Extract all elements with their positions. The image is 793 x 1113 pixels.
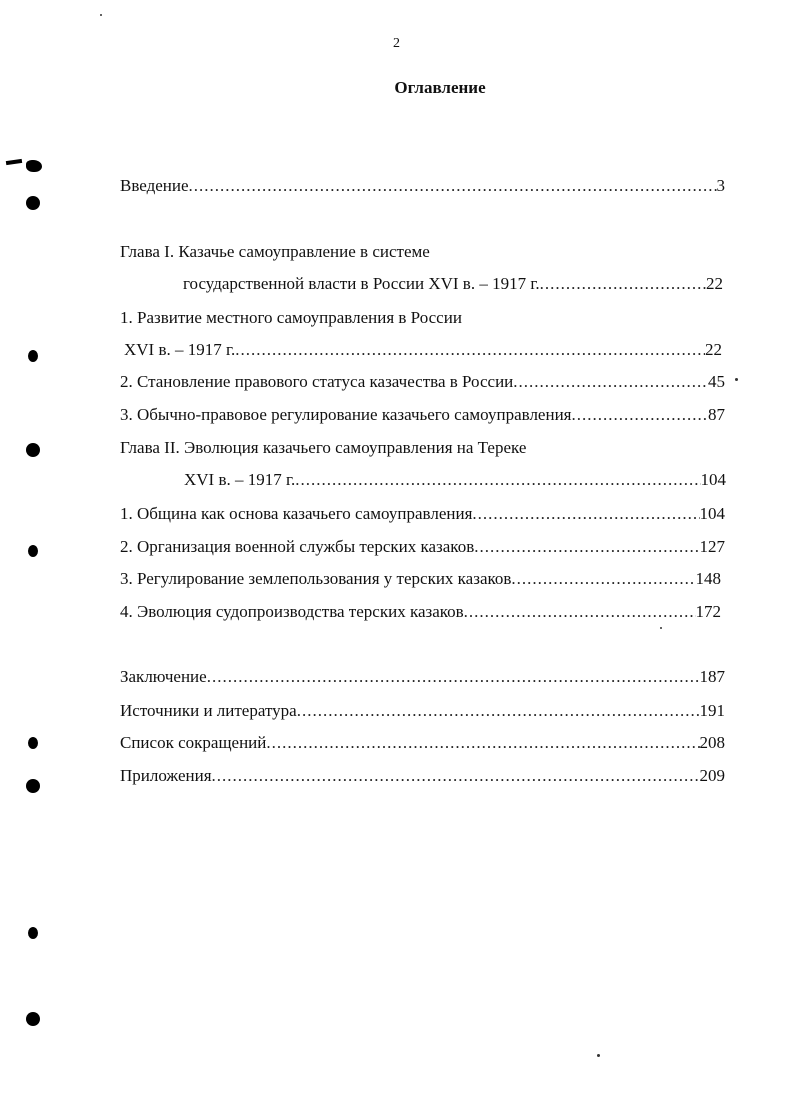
dot-leader — [189, 174, 717, 198]
toc-chapter-1-title[interactable]: Глава I. Казачье самоуправление в системе — [120, 242, 430, 261]
toc-section-1-1-cont[interactable] — [124, 338, 722, 362]
toc-entry-title: Список сокращений — [120, 733, 267, 752]
toc-entry-title: XVI в. – 1917 г. — [124, 340, 236, 359]
toc-section-2-2[interactable] — [120, 535, 725, 559]
toc-entry-title: 1. Община как основа казачьего самоуправления — [120, 504, 473, 523]
toc-entry-page: 45 — [708, 372, 725, 391]
toc-entry-sources[interactable] — [120, 699, 725, 723]
dot-leader — [511, 567, 695, 591]
toc-chapter-2-title[interactable]: Глава II. Эволюция казачьего самоуправления на Тереке — [120, 438, 527, 457]
dot-leader — [474, 535, 699, 559]
dot-leader — [572, 403, 709, 427]
punch-hole-mark — [28, 927, 38, 939]
toc-section-2-4[interactable] — [120, 600, 721, 624]
punch-hole-mark — [26, 779, 40, 793]
toc-entry-title: 2. Организация военной службы терских казаков — [120, 537, 475, 556]
dot-leader — [266, 731, 699, 755]
dot-leader — [464, 600, 696, 624]
punch-hole-mark — [26, 196, 40, 210]
punch-hole-mark — [26, 443, 40, 457]
dot-leader — [212, 764, 700, 788]
toc-section-1-3[interactable] — [120, 403, 725, 427]
toc-chapter-2-title-cont[interactable] — [184, 468, 726, 492]
toc-chapter-1-title-cont[interactable] — [183, 272, 723, 296]
dot-leader — [207, 665, 700, 689]
page-title: Оглавление — [394, 78, 486, 97]
dot-leader — [235, 338, 705, 362]
scan-speck — [100, 14, 102, 16]
toc-entry-title: Приложения — [120, 766, 212, 785]
toc-entry-title: 4. Эволюция судопроизводства терских казаков — [120, 602, 464, 621]
toc-entry-page: 148 — [695, 569, 721, 588]
toc-entry-conclusion[interactable] — [120, 665, 725, 689]
toc-entry-page: 191 — [699, 701, 725, 720]
toc-entry-title: Источники и литература — [120, 701, 297, 720]
toc-entry-page: 187 — [699, 667, 725, 686]
toc-entry-title: 2. Становление правового статуса казачества в России — [120, 372, 514, 391]
toc-entry-title: 3. Обычно-правовое регулирование казачьего самоуправления — [120, 405, 572, 424]
toc-section-1-2[interactable] — [120, 370, 725, 394]
toc-entry-page: 87 — [708, 405, 725, 424]
toc-entry-title: Заключение — [120, 667, 207, 686]
punch-hole-mark — [26, 160, 42, 172]
toc-entry-title: 3. Регулирование землепользования у терских казаков — [120, 569, 512, 588]
punch-hole-mark — [26, 1012, 40, 1026]
toc-entry-abbreviations[interactable] — [120, 731, 725, 755]
toc-section-2-3[interactable] — [120, 567, 721, 591]
toc-entry-intro[interactable] — [120, 174, 725, 198]
toc-entry-page: 172 — [695, 602, 721, 621]
toc-entry-title: XVI в. – 1917 г. — [184, 470, 296, 489]
page-number: 2 — [393, 36, 400, 51]
toc-entry-page: 209 — [699, 766, 725, 785]
toc-entry-title: Введение — [120, 176, 189, 195]
dot-leader — [540, 272, 706, 296]
toc-entry-page: 22 — [706, 274, 723, 293]
dot-leader — [472, 502, 699, 526]
dot-leader — [513, 370, 708, 394]
toc-section-1-1[interactable]: 1. Развитие местного самоуправления в России — [120, 308, 462, 327]
scan-mark — [6, 159, 22, 165]
scan-speck — [660, 627, 662, 629]
punch-hole-mark — [28, 350, 38, 362]
toc-entry-page: 3 — [716, 176, 725, 195]
toc-entry-appendices[interactable] — [120, 764, 725, 788]
scan-speck — [735, 378, 738, 381]
toc-entry-page: 104 — [699, 504, 725, 523]
punch-hole-mark — [28, 737, 38, 749]
toc-entry-page: 22 — [705, 340, 722, 359]
toc-section-2-1[interactable] — [120, 502, 725, 526]
punch-hole-mark — [28, 545, 38, 557]
dot-leader — [295, 468, 700, 492]
toc-entry-page: 127 — [699, 537, 725, 556]
toc-entry-title: государственной власти в России XVI в. – 1917 г. — [183, 274, 540, 293]
toc-entry-page: 208 — [699, 733, 725, 752]
toc-entry-page: 104 — [700, 470, 726, 489]
dot-leader — [297, 699, 700, 723]
scan-speck — [597, 1054, 600, 1057]
